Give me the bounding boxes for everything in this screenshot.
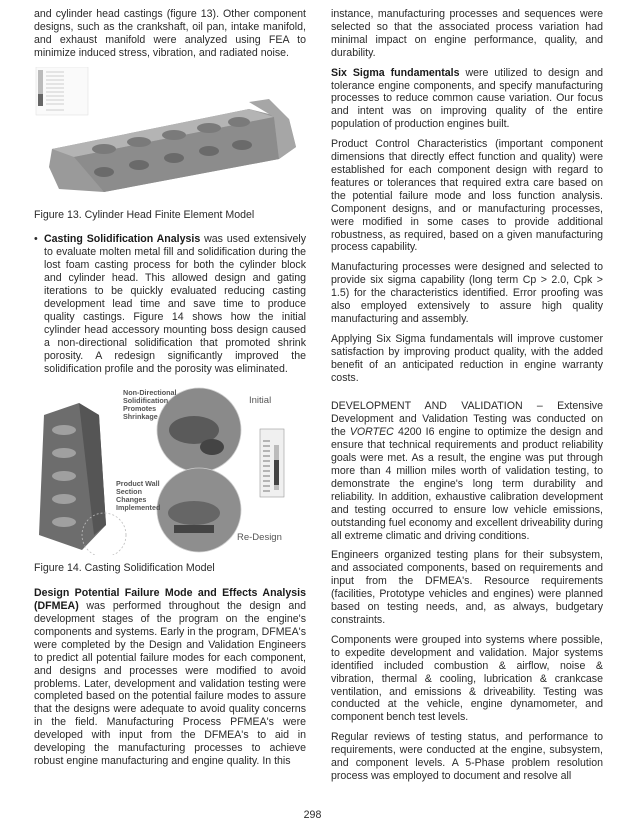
- right-column: [331, 8, 603, 790]
- svg-text:Section: Section: [116, 487, 142, 497]
- svg-text:Product Wall: Product Wall: [116, 479, 160, 489]
- paragraph-dfmea: [34, 587, 306, 768]
- paragraph-applying-six-sigma: Applying Six Sigma fundamentals will improve customer satisfaction by improving product quality, with the added benefit of an anticipated reduction in engine warranty costs.: [331, 332, 603, 384]
- six-sigma-text: were utilized to design and tolerance engine components, and specify manufacturing processes to reduce common cause variation. Our focus and intent was on improving quality of the entire population of production engines built.: [331, 66, 603, 131]
- paragraph-fea: and cylinder head castings (figure 13). Other component designs, such as the crankshaft, oil pan, intake manifold, and exhaust manifold were analyzed using FEA to minimize induced stress, vibration, and radiated noise.: [34, 8, 306, 59]
- label-product-wall: [116, 479, 160, 512]
- paragraph-product-control: Product Control Characteristics (important component dimensions that directly effect function and quality) were established for each component design with regard to features or tolerances that required extra care based on the potential failure mode and loss function analysis. Component designs, and or manufacturing processes, were modified in some cases to provide additional robustness, as required, based on a given manufacturing process capability.: [331, 138, 603, 254]
- svg-text:Solidification: Solidification: [123, 396, 169, 406]
- section-heading: DEVELOPMENT AND VALIDATION: [331, 400, 523, 413]
- label-initial: Initial: [249, 395, 272, 407]
- left-column: [34, 8, 306, 775]
- page-number: 298: [303, 809, 322, 821]
- paragraph-manufacturing: Manufacturing processes were designed and selected to provide six sigma capability (long term Cp > 2.0, Cpk > 1.5) for the characteristics identified. Error proofing was also employed extensively to assure high quality manufacturing and assembly.: [331, 261, 603, 325]
- dfmea-lead: Design Potential Failure Mode and Effects Analysis (DFMEA): [34, 587, 306, 613]
- figure-14-caption: Figure 14. Casting Solidification Model: [34, 562, 215, 575]
- cylinder-head-fea-image: [34, 67, 306, 202]
- figure-13: [34, 67, 306, 222]
- six-sigma-lead: Six Sigma fundamentals: [331, 66, 460, 79]
- bullet-text: was used extensively to evaluate molten metal fill and solidification during the lost foam casting process for both the cylinder block and cylinder head. This allowed design and gating iterations to be quickly evaluated reducing casting development lead time and save time to produce quality castings. Figure 14 shows how the initial cylinder head accessory mounting boss design caused a non-directional solidification that promoted shrink porosity. A redesign significantly improved the solidification profile and the porosity was eliminated.: [44, 233, 306, 375]
- paragraph-process-variation: instance, manufacturing processes and sequences were selected so that the associated process variation had minimal impact on engine performance, quality, and durability.: [331, 8, 603, 59]
- svg-text:Changes: Changes: [116, 495, 147, 505]
- casting-solidification-image: [34, 385, 306, 555]
- temperature-scale-bar: [260, 429, 284, 497]
- label-redesign: Re-Design: [237, 532, 282, 544]
- paragraph-components-grouped: Components were grouped into systems where possible, to expedite development and validation. Major systems identified included combustion & airflow, noise & vibration, thermal & cooling, lubrication & crankcase ventilation, and emissions & driveability. Testing was conducted at the vehicle, engine dynamometer, and component bench test levels.: [331, 633, 603, 724]
- figure-13-caption: Figure 13. Cylinder Head Finite Element Model: [34, 208, 255, 221]
- svg-text:Shrinkage: Shrinkage: [123, 412, 158, 422]
- bullet-dot: •: [34, 233, 38, 246]
- engine-block-model: [39, 403, 126, 555]
- redesign-detail-circle: [157, 468, 241, 552]
- svg-text:Promotes: Promotes: [123, 404, 157, 414]
- initial-detail-circle: [157, 388, 241, 472]
- svg-text:Implemented: Implemented: [116, 503, 161, 513]
- dfmea-text: was performed throughout the design and development stages of the program on the engine's components and systems. Early in the program, DFMEA's were completed by the Design and Validation Engineers to predict all potential failure modes for each component, and designs and processes were modified to avoid problems. Later, development and validation testing were completed based on the potential failure modes to assure that the designs were adequate to avoid quality concerns in the field. Manufacturing Process PFMEA's were developed with input from the DFMEA's to aid in developing the manufacturing processes to achieve robust engine manufacturing and engine quality. In this: [34, 600, 306, 767]
- paragraph-six-sigma: [331, 67, 603, 132]
- paragraph-testing-plans: Engineers organized testing plans for their subsystem, and associated components, based on requirements and input from the DFMEA's. Resource requirements (facilities, Prototype vehicles and engines) were planned based on testing needs, and, as always, budgetary constraints.: [331, 549, 603, 626]
- paragraph-regular-reviews: Regular reviews of testing status, and performance to requirements, were conducted at the engine, subsystem, and component levels. A 5-Phase problem resolution process was employed to document and resolve all: [331, 731, 603, 782]
- paragraph-development-validation: DEVELOPMENT AND VALIDATION – Extensive Development and Validation Testing was conducted on the VORTEC 4200 I6 engine to optimize the design and ensure that technical requirements and product reliability goals were met. As a result, the engine was put through more than 4 million miles worth of validation testing, to demonstrate the engine's long term durability and reliability. In addition, exhaustive calibration development and testing occurred to ensure low vehicle emissions, outstanding fuel economy and excellent driveability during all extreme climatic and driving conditions.: [331, 400, 603, 542]
- figure-14: [34, 385, 306, 575]
- fea-legend: [36, 67, 88, 115]
- bullet-casting-solidification: [34, 233, 306, 375]
- brand-name: VORTEC: [349, 426, 394, 439]
- bullet-lead: Casting Solidification Analysis: [44, 233, 201, 246]
- svg-text:Non-Directional: Non-Directional: [123, 388, 177, 398]
